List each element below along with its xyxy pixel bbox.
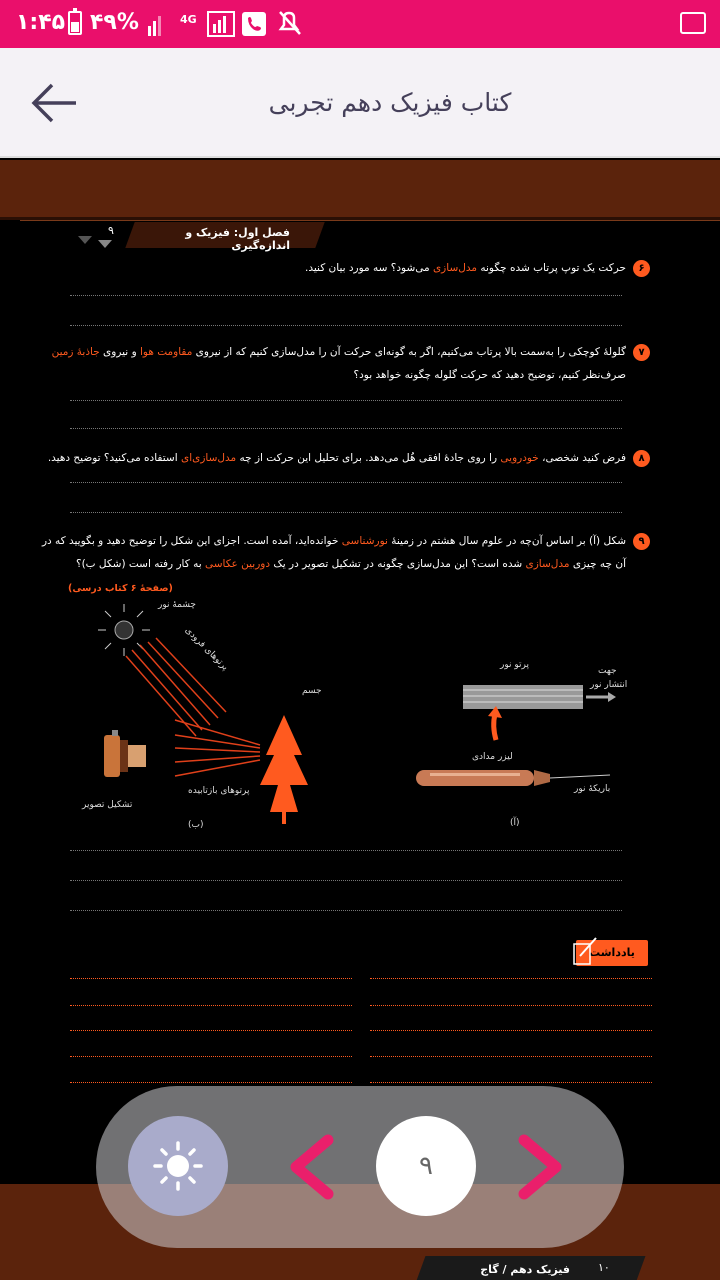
answer-line — [70, 428, 622, 429]
answer-line — [70, 482, 622, 483]
label-direction: جهت — [598, 666, 617, 676]
question-8-text: فرض کنید شخصی، خودرویی را روی جادهٔ افقی هُل می‌دهد. برای تحلیل این حرکت از چه مدل‌سازی‌ای استفاده می‌کنید؟ توضیح دهید. — [47, 452, 626, 464]
note-line — [70, 1082, 352, 1083]
call-icon — [242, 12, 266, 36]
note-line — [70, 1030, 352, 1031]
brightness-button[interactable] — [128, 1116, 228, 1216]
footer-text: فیزیک دهم / گاج — [480, 1263, 570, 1276]
current-page-indicator[interactable]: ۹ — [376, 1116, 476, 1216]
prev-page-button[interactable] — [286, 1132, 336, 1202]
image-icon — [680, 12, 706, 34]
note-line — [70, 1005, 352, 1006]
data-icon — [208, 12, 234, 36]
question-7-number: ۷ — [633, 344, 650, 361]
note-line — [370, 1030, 652, 1031]
chapter-label: فصل اول: فیزیک و اندازه‌گیری — [185, 226, 290, 252]
textbook-reference: (صفحهٔ ۶ کتاب درسی) — [68, 583, 173, 594]
label-light-source: چشمهٔ نور — [158, 600, 196, 610]
chevron-right-icon — [524, 1140, 556, 1194]
tree-object — [260, 715, 308, 812]
status-time: ۱:۴۵ — [16, 10, 66, 35]
status-icons — [148, 8, 308, 40]
page-number-label: ۹ — [108, 224, 114, 237]
question-9-line2: آن چه چیزی مدل‌سازی شده است؟ این مدل‌سازی چگونه در تشکیل تصویر در یک دوربین عکاسی به کار رفته است (شکل ب)؟ — [76, 558, 626, 570]
label-light-beam: پرتو نور — [500, 660, 529, 670]
battery-percent: ۴۹% — [90, 10, 139, 35]
label-reflected-rays: پرتوهای بازتابیده — [188, 786, 250, 796]
note-line — [70, 978, 352, 979]
app-bar — [0, 48, 720, 158]
next-page-button[interactable] — [516, 1132, 566, 1202]
battery-icon — [68, 11, 82, 35]
answer-line — [70, 850, 622, 851]
page-top-band — [0, 160, 720, 220]
question-6-text: حرکت یک توپ پرتاب شده چگونه مدل‌سازی می‌شود؟ سه مورد بیان کنید. — [305, 262, 626, 274]
label-direction2: انتشار نور — [590, 680, 628, 690]
note-line — [370, 1056, 652, 1057]
sun-icon — [128, 1116, 228, 1216]
camera-icon — [104, 730, 146, 777]
label-narrow-beam: باریکهٔ نور — [574, 784, 611, 794]
question-6-number: ۶ — [633, 260, 650, 277]
answer-line — [70, 512, 622, 513]
footer-page-number: ۱۰ — [598, 1261, 610, 1274]
signal-icon — [148, 16, 161, 36]
question-7-line2: صرف‌نظر کنیم، توضیح دهید که حرکت گلوله چگونه خواهد بود؟ — [353, 369, 626, 381]
answer-line — [70, 400, 622, 401]
chevron-left-icon — [296, 1140, 328, 1194]
figure-b-caption: (ب) — [188, 820, 204, 830]
status-bar — [0, 0, 720, 48]
label-incident-rays: پرتوهای فرودی — [182, 625, 230, 673]
answer-line — [70, 910, 622, 911]
header-rule — [20, 220, 720, 221]
label-object: جسم — [302, 686, 322, 696]
mute-icon — [280, 12, 300, 34]
answer-line — [70, 880, 622, 881]
note-line — [370, 1005, 652, 1006]
answer-line — [70, 325, 622, 326]
answer-line — [70, 295, 622, 296]
notes-label: یادداشت — [576, 940, 648, 966]
pencil-icon — [572, 936, 598, 966]
label-laser-pointer: لیزر مدادی — [472, 752, 513, 762]
network-4g-icon: 4G — [180, 13, 197, 26]
header-triangles — [78, 226, 118, 250]
question-9-number: ۹ — [633, 533, 650, 550]
question-9-line1: شکل (آ) بر اساس آن‌چه در علوم سال هشتم در زمینهٔ نورشناسی خوانده‌اید، آمده است. اجزای این شکل را توضیح دهید و بگویید که در — [41, 535, 626, 547]
label-image-formation: تشکیل تصویر — [82, 800, 133, 810]
app-title: کتاب فیزیک دهم تجربی — [268, 88, 512, 117]
note-line — [370, 1082, 652, 1083]
figure-a-caption: (آ) — [510, 818, 520, 828]
note-line — [70, 1056, 352, 1057]
question-7-line1: گلولهٔ کوچکی را به‌سمت بالا پرتاب می‌کنیم، اگر به گونه‌ای حرکت آن را مدل‌سازی کنیم که از نیروی مقاومت هوا و نیروی جاذبهٔ زمین — [51, 346, 626, 358]
question-8-number: ۸ — [633, 450, 650, 467]
note-line — [370, 978, 652, 979]
reflected-rays — [175, 720, 260, 776]
